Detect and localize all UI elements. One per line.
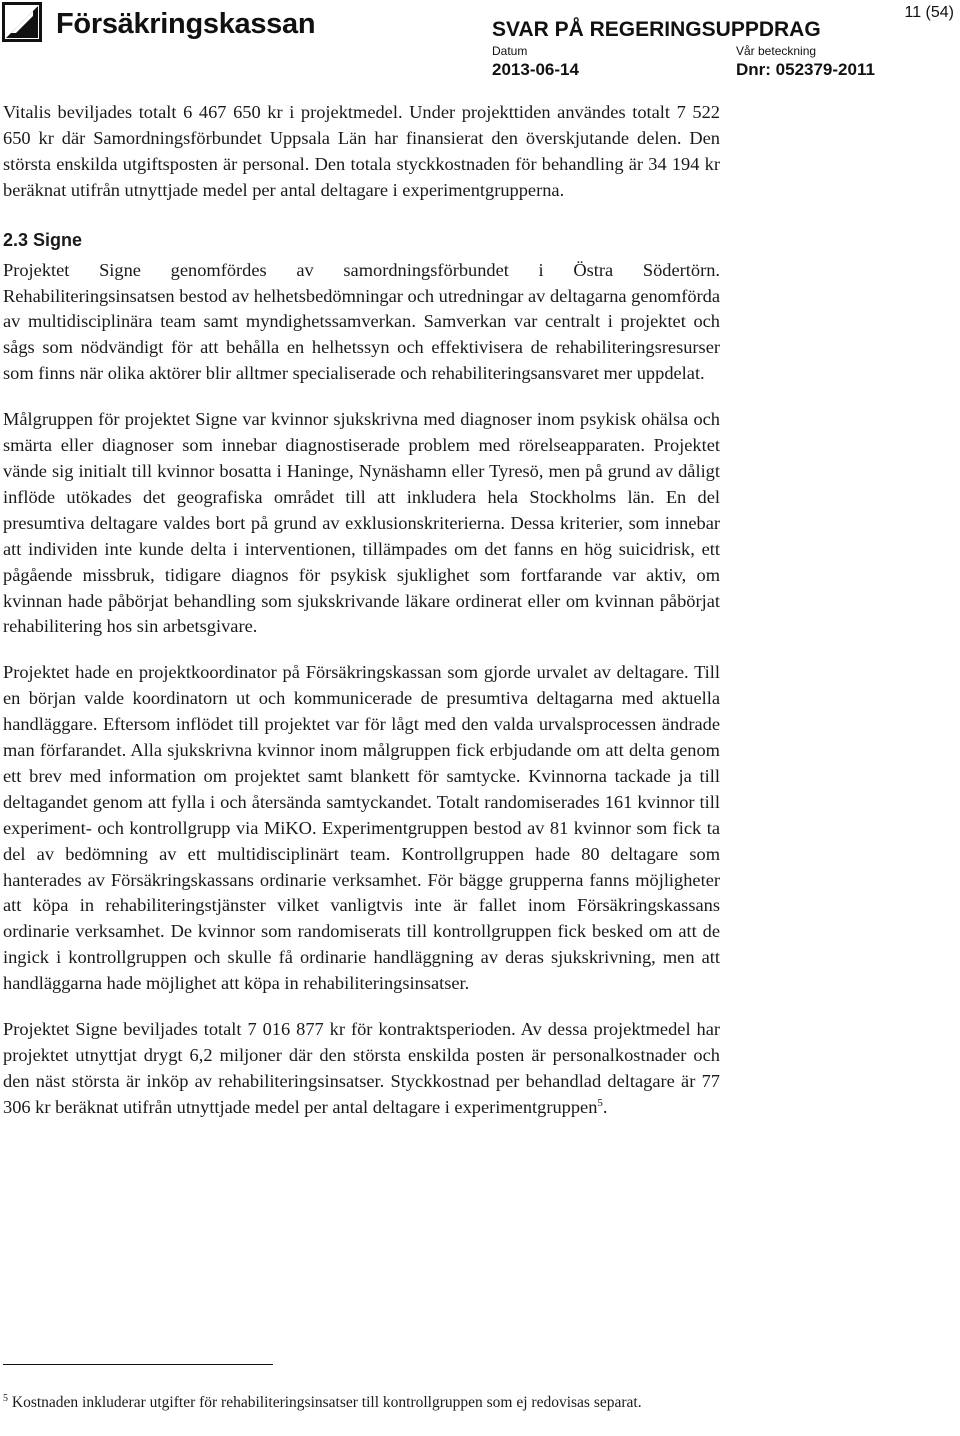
forsakringskassan-logo-icon [2, 2, 42, 42]
footnote-divider [3, 1364, 273, 1365]
reference-value: Dnr: 052379-2011 [736, 60, 875, 79]
paragraph-4 [3, 1017, 720, 1121]
document-body [3, 100, 720, 1121]
section-heading: 2.3 Signe [3, 229, 83, 250]
reference-label: Vår beteckning [736, 44, 817, 58]
paragraph-3: Projektet hade en projektkoordinator på Försäkringskassan som gjorde urvalet av deltagare. Till en början valde koordinatorn ut och kommunicerade de presumtiva deltagarna med aktuella handläggare. Eftersom inflödet till projektet var för lågt med den valda urvalsprocessen ändrade man förfarandet. Alla sjukskrivna kvinnor inom målgruppen fick erbjudande om att delta genom ett brev med information om projektet samt blankett för samtycke. Kvinnorna tackade ja till deltagandet genom att fylla i och återsända samtyckandet. Totalt randomiserades 161 kvinnor till experiment- och kontrollgrupp via MiKO. Experimentgruppen bestod av 81 kvinnor som fick ta del av bedömning av ett multidisciplinärt team. Kontrollgruppen hade 80 deltagare som hanterades av Försäkringskassans ordinarie verksamhet. För bägge grupperna fanns möjligheter att köpa in rehabiliteringstjänster vilket vanligtvis inte är fallet inom Försäkringskassans ordinarie verksamhet. De kvinnor som randomiserats till kontrollgruppen fick besked om att de ingick i kontrollgruppen och skulle få ordinarie handläggning av deras sjukskrivning, men att handläggarna hade möjlighet att köpa in rehabiliteringsinsatser. [3, 662, 720, 994]
page-header [0, 0, 960, 90]
paragraph-1: Projektet Signe genomfördes av samordningsförbundet i Östra Södertörn. Rehabiliteringsinsatsen bestod av helhetsbedömningar och utredningar av deltagarna genomförda av multidisciplinära team samt myndighetssamverkan. Samverkan var centralt i projektet och sågs som nödvändigt för att behålla en helhetssyn och effektivisera de rehabiliteringsresurser som finns när olika aktörer blir alltmer specialiserade och rehabiliteringsansvaret mer uppdelat. [3, 259, 721, 384]
brand-name: Försäkringskassan [56, 8, 316, 40]
brand-logo [2, 2, 322, 42]
paragraph-2: Målgruppen för projektet Signe var kvinnor sjukskrivna med diagnoser inom psykisk ohälsa och smärta eller diagnoser som innebar diagnostiserade problem med rörelseapparaten. Projektet vände sig initialt till kvinnor bosatta i Haninge, Nynäshamn eller Tyresö, men på grund av dåligt inflöde utökades det geografiska området till att inkludera hela Stockholms län. En del presumtiva deltagare valdes bort på grund av exklusionskriterierna. Dessa kriterier, som innebar att individen inte kunde delta i interventionen, tillämpades om det fanns en hög suicidrisk, ett pågående missbruk, tidigare diagnos för psykisk sjuklighet som fortfarande var aktiv, om kvinnan hade påbörjat behandling som sjukskrivande läkare ordinerat eller om kvinnan påbörjat rehabilitering hos sin arbetsgivare. [3, 409, 720, 637]
footnote-text: Kostnaden inkluderar utgifter för rehabiliteringsinsatser till kontrollgruppen som ej redovisas separat. [11, 1394, 642, 1411]
document-type: SVAR PÅ REGERINGSUPPDRAG [492, 18, 821, 41]
footnote [3, 1392, 720, 1414]
paragraph-4-end: . [602, 1096, 608, 1117]
page-number: 11 (54) [904, 4, 954, 21]
intro-paragraph: Vitalis beviljades totalt 6 467 650 kr i projektmedel. Under projekttiden användes totalt 7 522 650 kr där Samordningsförbundet Uppsala Län har finansierat den överskjutande delen. Den största enskilda utgiftsposten är personal. Den totala styckkostnaden för behandling är 34 194 kr beräknat utifrån utnyttjade medel per antal deltagare i experimentgrupperna. [3, 102, 720, 200]
footnote-marker: 5 [3, 1392, 8, 1404]
paragraph-4-text: Projektet Signe beviljades totalt 7 016 877 kr för kontraktsperioden. Av dessa projektmedel har projektet utnyttjat drygt 6,2 miljoner där den största enskilda posten är personalkostnader och den näst största är inköp av rehabiliteringsinsatser. Styckkostnad per behandlad deltagare är 77 306 kr beräknat utifrån utnyttjade medel per antal deltagare i experimentgruppen [3, 1019, 720, 1117]
footnote-reference: 5 [597, 1096, 603, 1109]
date-value: 2013-06-14 [492, 60, 579, 79]
date-label: Datum [492, 44, 528, 58]
